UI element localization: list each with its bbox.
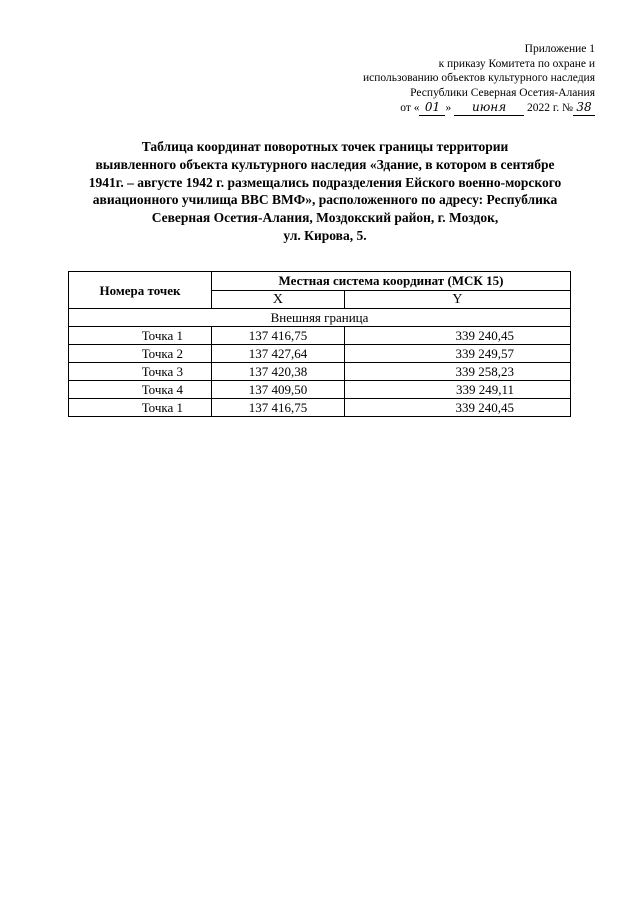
table-row (69, 363, 571, 381)
order-number: 38 (573, 100, 595, 116)
point-x: 137 416,75 (212, 327, 345, 345)
title-line-1: Таблица координат поворотных точек границы территории (141, 139, 509, 154)
point-y: 339 249,57 (344, 345, 570, 363)
appendix-header (295, 42, 595, 116)
section-outer-boundary: Внешняя граница (69, 309, 571, 327)
header-y: Y (344, 290, 570, 309)
point-name: Точка 4 (69, 381, 212, 399)
table-row (69, 381, 571, 399)
point-x: 137 416,75 (212, 399, 345, 417)
date-prefix: от « (400, 102, 420, 114)
date-mid: » (445, 102, 452, 114)
table-row (69, 327, 571, 345)
title-line-5: Северная Осетия-Алания, Моздокский район, г. Моздок, (151, 210, 499, 226)
table-header-row (69, 272, 571, 291)
section-row (69, 309, 571, 327)
point-name: Точка 2 (69, 345, 212, 363)
title-line-6: ул. Кирова, 5. (283, 227, 367, 243)
point-name: Точка 3 (69, 363, 212, 381)
title-line-2: выявленного объекта культурного наследия «Здание, в котором в сентябре (95, 156, 555, 172)
point-x: 137 409,50 (212, 381, 345, 399)
appendix-committee: использованию объектов культурного наследия (362, 72, 595, 84)
header-x: X (212, 290, 345, 309)
appendix-date-line (295, 100, 595, 116)
table-row (69, 345, 571, 363)
point-name: Точка 1 (69, 327, 212, 345)
appendix-republic: Республики Северная Осетия-Алания (410, 86, 595, 99)
title-line-3: 1941г. – августе 1942 г. размещались подразделения Ейского военно-морского (88, 174, 562, 190)
header-coordinate-system: Местная система координат (МСК 15) (212, 272, 571, 291)
table-row (69, 399, 571, 417)
date-month: июня (454, 100, 524, 116)
point-x: 137 420,38 (212, 363, 345, 381)
point-name: Точка 1 (69, 399, 212, 417)
point-y: 339 240,45 (344, 327, 570, 345)
date-year: 2022 г. № (526, 102, 573, 114)
appendix-order-ref: к приказу Комитета по охране и (438, 57, 595, 70)
point-x: 137 427,64 (212, 345, 345, 363)
point-y: 339 258,23 (344, 363, 570, 381)
title-line-4: авиационного училища ВВС ВМФ», расположенного по адресу: Республика (92, 192, 558, 208)
coordinates-table (68, 271, 571, 417)
appendix-label: Приложение 1 (524, 43, 595, 55)
point-y: 339 249,11 (344, 381, 570, 399)
point-y: 339 240,45 (344, 399, 570, 417)
header-points: Номера точек (69, 272, 212, 309)
date-day: 01 (419, 100, 445, 116)
document-title (60, 138, 590, 245)
